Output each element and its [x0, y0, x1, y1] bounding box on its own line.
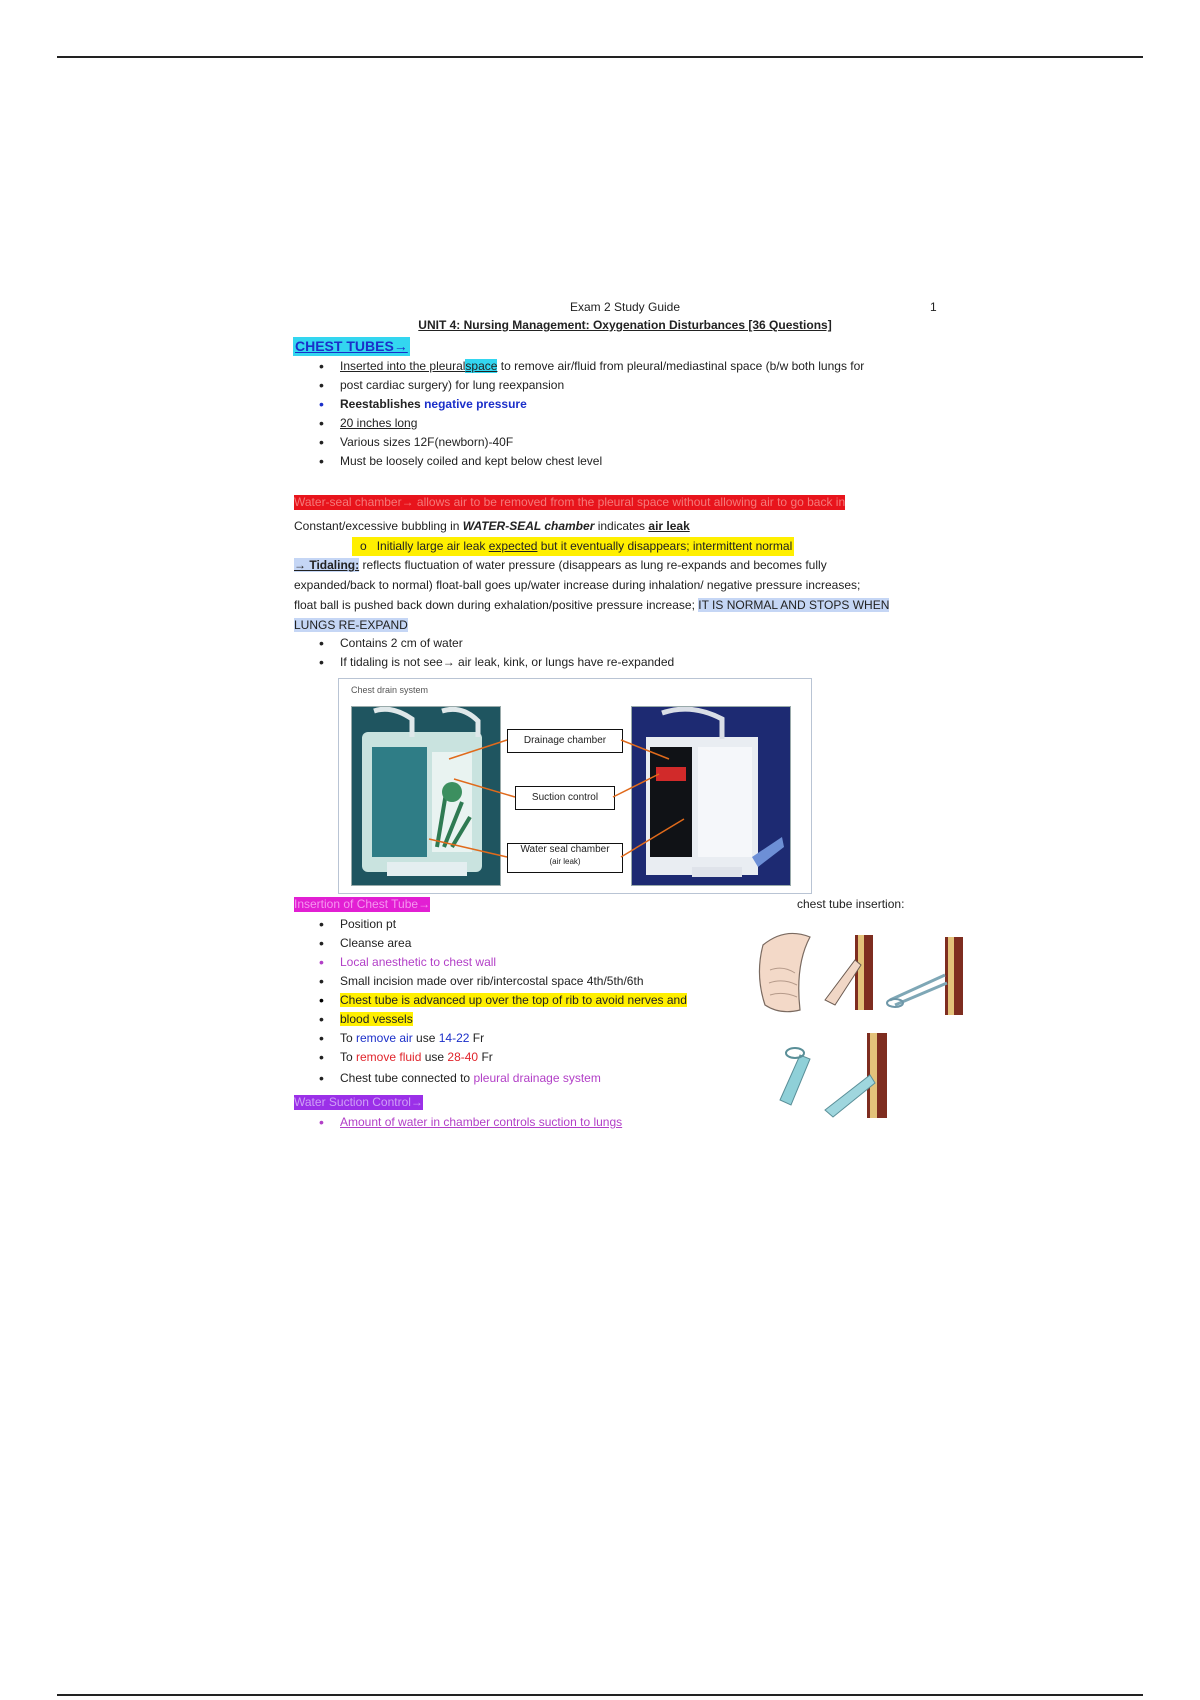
- chest-tubes-heading: CHEST TUBES→: [295, 338, 408, 354]
- list-item: • Position pt: [297, 915, 687, 934]
- list-item: • Contains 2 cm of water: [297, 634, 674, 653]
- list-item: • Small incision made over rib/intercostal space 4th/5th/6th: [297, 972, 687, 991]
- list-item: • Reestablishes negative pressure: [297, 395, 864, 414]
- top-rule: [57, 56, 1143, 58]
- space-highlight: space: [465, 359, 498, 373]
- list-item: • Amount of water in chamber controls suction to lungs: [297, 1113, 622, 1132]
- list-item: • 20 inches long: [297, 414, 864, 433]
- list-item-continuation: • blood vessels: [297, 1010, 687, 1029]
- chest-tube-insertion-illustrations: [755, 925, 977, 1130]
- insertion-heading: Insertion of Chest Tube→: [294, 897, 431, 911]
- chest-tubes-list: [297, 357, 864, 471]
- list-item: • Cleanse area: [297, 934, 687, 953]
- chest-drain-figure: [338, 678, 812, 894]
- list-item: • Various sizes 12F(newborn)-40F: [297, 433, 864, 452]
- water-suction-list: [297, 1113, 622, 1132]
- list-item: • Local anesthetic to chest wall: [297, 953, 687, 972]
- callout-water-seal-chamber: Water seal chamber (air leak): [507, 843, 623, 873]
- list-item: • To remove air use 14-22 Fr: [297, 1029, 687, 1048]
- air-leak-subpoint: o Initially large air leak expected but it eventually disappears; intermittent normal: [352, 537, 794, 556]
- insertion-list: [297, 915, 687, 1088]
- list-item-continuation: • post cardiac surgery) for lung reexpansion: [297, 376, 864, 395]
- list-item: • Inserted into the pleuralspace to remove air/fluid from pleural/mediastinal space (b/w both lungs for: [297, 357, 864, 376]
- list-item: • Chest tube connected to pleural drainage system: [297, 1069, 687, 1088]
- list-item: • To remove fluid use 28-40 Fr: [297, 1048, 687, 1067]
- unit-title: UNIT 4: Nursing Management: Oxygenation Disturbances [36 Questions]: [418, 318, 832, 332]
- figure-caption: Chest drain system: [351, 685, 429, 695]
- callout-leader-lines: [339, 679, 811, 893]
- list-item: • If tidaling is not see→ air leak, kink, or lungs have re-expanded: [297, 653, 674, 672]
- page-number: 1: [930, 300, 937, 314]
- list-item: • Must be loosely coiled and kept below chest level: [297, 452, 864, 471]
- tidaling-paragraph: → Tidaling: reflects fluctuation of water pressure (disappears as lung re-expands and becomes fully expanded/back to normal) float-ball goes up/water increase during inhalation/ negative pressure increases; float ball is pushed back down during exhalation/positive pressure increase; IT IS NORMAL AND STOPS WHEN LUNGS RE-EXPAND: [294, 558, 890, 632]
- list-item-highlighted: • Chest tube is advanced up over the top of rib to avoid nerves and: [297, 991, 687, 1010]
- bubbling-line: Constant/excessive bubbling in WATER-SEAL chamber indicates air leak: [294, 519, 690, 533]
- water-suction-heading: Water Suction Control→: [294, 1095, 423, 1109]
- tidaling-label: → Tidaling:: [294, 558, 360, 572]
- callout-drainage-chamber: Drainage chamber: [507, 729, 623, 753]
- sub-bullet-marker: o: [360, 539, 367, 553]
- doc-title: Exam 2 Study Guide: [569, 300, 681, 314]
- bottom-rule: [57, 1694, 1143, 1696]
- water-seal-list: [297, 634, 674, 672]
- insertion-images-label: chest tube insertion:: [797, 897, 905, 911]
- callout-suction-control: Suction control: [515, 786, 615, 810]
- water-seal-heading: Water-seal chamber→ allows air to be removed from the pleural space without allowing air to go back in: [294, 495, 846, 509]
